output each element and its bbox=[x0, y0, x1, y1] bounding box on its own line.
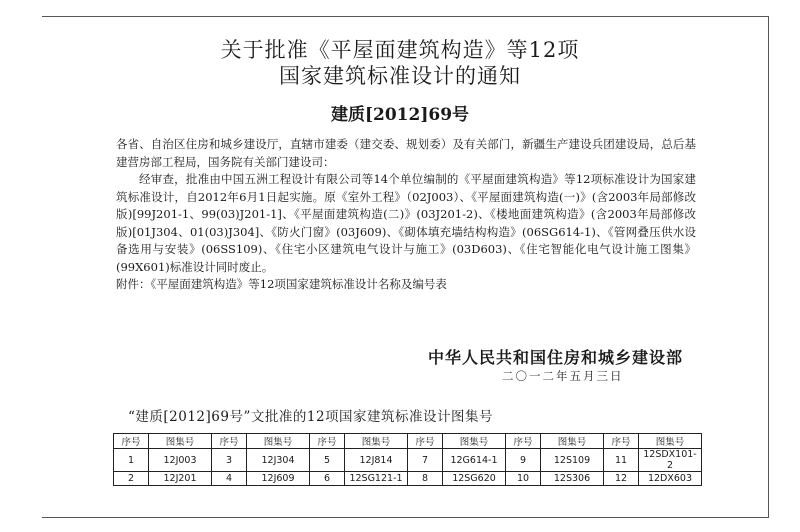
header-cell: 图集号 bbox=[541, 434, 604, 449]
notice-title-line1: 关于批准《平屋面建筑构造》等12项 bbox=[220, 38, 580, 62]
table-row bbox=[114, 449, 702, 472]
table-cell: 4 bbox=[212, 472, 247, 486]
table-cell: 8 bbox=[408, 472, 443, 486]
notice-body bbox=[116, 136, 696, 294]
table-cell: 3 bbox=[212, 449, 247, 472]
header-cell: 图集号 bbox=[247, 434, 310, 449]
table-cell: 6 bbox=[310, 472, 345, 486]
issuer-signature: 中华人民共和国住房和城乡建设部 bbox=[428, 348, 684, 367]
table-cell: 7 bbox=[408, 449, 443, 472]
table-cell: 12SG620 bbox=[443, 472, 506, 486]
header-cell: 图集号 bbox=[149, 434, 212, 449]
addressee: 各省、自治区住房和城乡建设厅，直辖市建委（建交委、规划委）及有关部门，新疆生产建设兵团建设局，总后基建营房部工程局，国务院有关部门建设司： bbox=[116, 137, 696, 169]
issue-date: 二〇一二年五月三日 bbox=[502, 369, 624, 383]
table-cell: 12 bbox=[604, 472, 639, 486]
table-cell: 12S306 bbox=[541, 472, 604, 486]
header-cell: 序号 bbox=[506, 434, 541, 449]
table-cell: 5 bbox=[310, 449, 345, 472]
table-cell: 12S109 bbox=[541, 449, 604, 472]
header-cell: 图集号 bbox=[443, 434, 506, 449]
header-cell: 序号 bbox=[310, 434, 345, 449]
table-cell: 12SDX101-2 bbox=[639, 449, 702, 472]
table-cell: 11 bbox=[604, 449, 639, 472]
header-cell: 序号 bbox=[114, 434, 149, 449]
table-cell: 12J609 bbox=[247, 472, 310, 486]
table-cell: 1 bbox=[114, 449, 149, 472]
attachment-note: 附件：《平屋面建筑构造》等12项国家建筑标准设计名称及编号表 bbox=[116, 277, 447, 291]
table-cell: 12DX603 bbox=[639, 472, 702, 486]
header-cell: 序号 bbox=[212, 434, 247, 449]
table-row bbox=[114, 472, 702, 486]
document-number: 建质[2012]69号 bbox=[330, 105, 470, 125]
table-cell: 12J003 bbox=[149, 449, 212, 472]
table-title: “建质[2012]69号”文批准的12项国家建筑标准设计图集号 bbox=[128, 409, 494, 425]
header-cell: 序号 bbox=[604, 434, 639, 449]
table-cell: 12G614-1 bbox=[443, 449, 506, 472]
table-cell: 12SG121-1 bbox=[345, 472, 408, 486]
main-paragraph: 经审查，批准由中国五洲工程设计有限公司等14个单位编制的《平屋面建筑构造》等12项标准设计为国家建筑标准设计，自2012年6月1日起实施。原《室外工程》（02J003）、《平屋面建筑构造(一)》(含2003年局部修改版)[99J201-1、99(03)J201-1]、《平屋面建筑构造(二)》(03J201-2)、《楼地面建筑构造》(含2003年局部修改版)[01J304、01(03)J304]、《防火门窗》(03J609)、《砌体填充墙结构构造》(06SG614-1)、《管网叠压供水设备选用与安装》(06SS109)、《住宅小区建筑电气设计与施工》(03D603)、《住宅智能化电气设计施工图集》(99X601)标准设计同时废止。 bbox=[116, 172, 696, 274]
header-cell: 图集号 bbox=[639, 434, 702, 449]
header-cell: 序号 bbox=[408, 434, 443, 449]
table-cell: 12J814 bbox=[345, 449, 408, 472]
table-cell: 2 bbox=[114, 472, 149, 486]
table-cell: 12J304 bbox=[247, 449, 310, 472]
table-header-row bbox=[114, 434, 702, 449]
atlas-number-table bbox=[113, 433, 702, 486]
table-cell: 9 bbox=[506, 449, 541, 472]
table-cell: 10 bbox=[506, 472, 541, 486]
table-cell: 12J201 bbox=[149, 472, 212, 486]
header-cell: 图集号 bbox=[345, 434, 408, 449]
notice-title-line2: 国家建筑标准设计的通知 bbox=[279, 64, 521, 88]
